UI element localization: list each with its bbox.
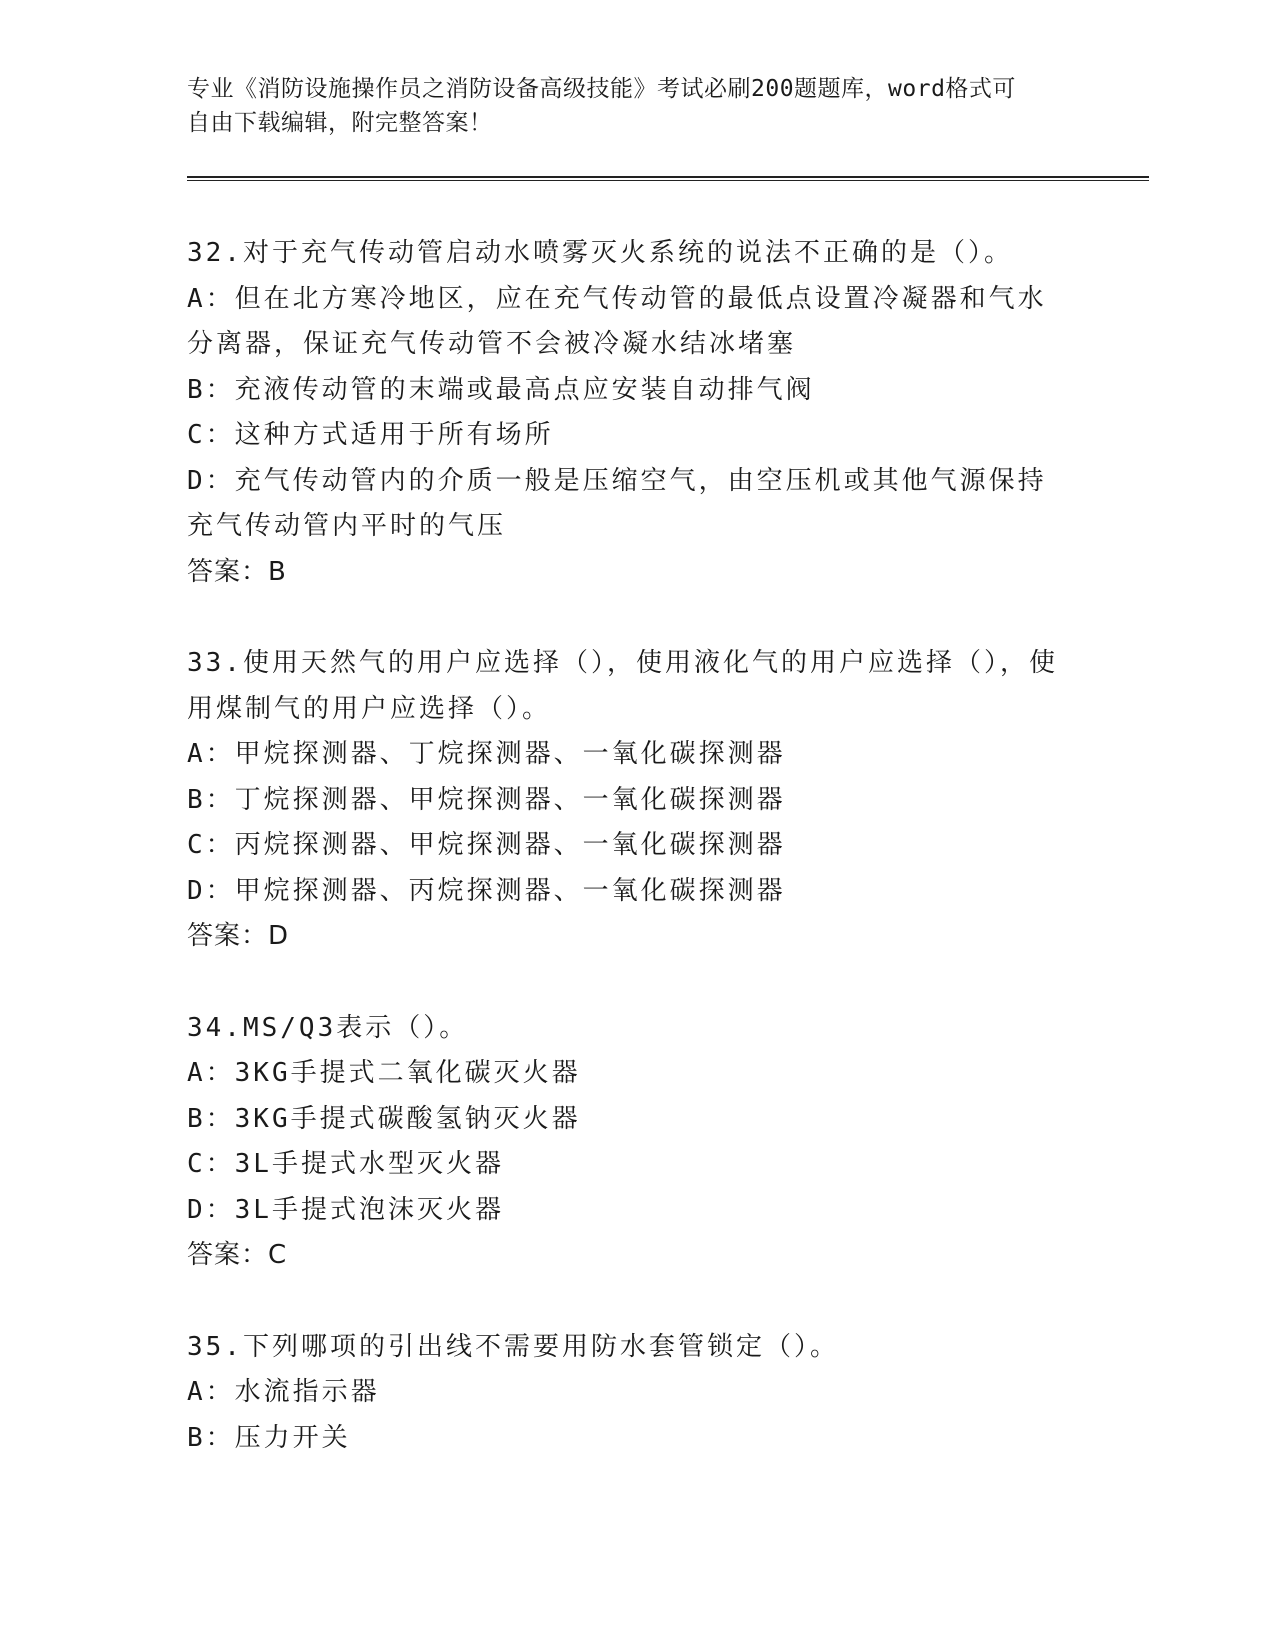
option-a: A：但在北方寒冷地区，应在充气传动管的最低点设置冷凝器和气水分离器，保证充气传动管不会被冷凝水结冰堵塞 [187,283,1047,359]
header-divider [187,176,1149,181]
option-c: C：这种方式适用于所有场所 [187,420,554,450]
option-a: A：3KG手提式二氧化碳灭火器 [187,1058,581,1088]
option-b: B：丁烷探测器、甲烷探测器、一氧化碳探测器 [187,784,786,815]
answer-line: 答案：D [187,921,290,951]
question-stem: 35.下列哪项的引出线不需要用防水套管锁定（）。 [187,1331,839,1362]
document-header [187,72,1067,140]
header-line-1: 专业《消防设施操作员之消防设备高级技能》考试必刷200题题库，word格式可 [187,76,1016,102]
question-stem: 34.MS/Q3表示（）。 [187,1012,469,1043]
option-d: D：甲烷探测器、丙烷探测器、一氧化碳探测器 [187,875,786,906]
option-b: B：3KG手提式碳酸氢钠灭火器 [187,1103,581,1134]
question-stem: 32.对于充气传动管启动水喷雾灭火系统的说法不正确的是（）。 [187,238,1013,268]
question-33 [187,641,1067,960]
option-b: B：压力开关 [187,1422,351,1453]
header-line-2: 自由下载编辑，附完整答案！ [187,110,493,136]
document-page [187,0,1147,1650]
question-34 [187,1006,1067,1279]
option-c: C：3L手提式水型灭火器 [187,1149,504,1179]
option-c: C：丙烷探测器、甲烷探测器、一氧化碳探测器 [187,830,786,860]
option-b: B：充液传动管的末端或最高点应安装自动排气阀 [187,374,815,405]
question-stem: 33.使用天然气的用户应选择（），使用液化气的用户应选择（），使用煤制气的用户应选择（）。 [187,648,1058,724]
question-35 [187,1325,1067,1462]
option-d: D：充气传动管内的介质一般是压缩空气，由空压机或其他气源保持充气传动管内平时的气压 [187,465,1047,541]
option-a: A：甲烷探测器、丁烷探测器、一氧化碳探测器 [187,739,786,769]
answer-line: 答案：C [187,1240,288,1270]
question-32 [187,231,1067,595]
option-d: D：3L手提式泡沫灭火器 [187,1194,504,1225]
answer-line: 答案：B [187,556,287,587]
option-a: A：水流指示器 [187,1377,380,1407]
question-list [187,231,1067,1507]
